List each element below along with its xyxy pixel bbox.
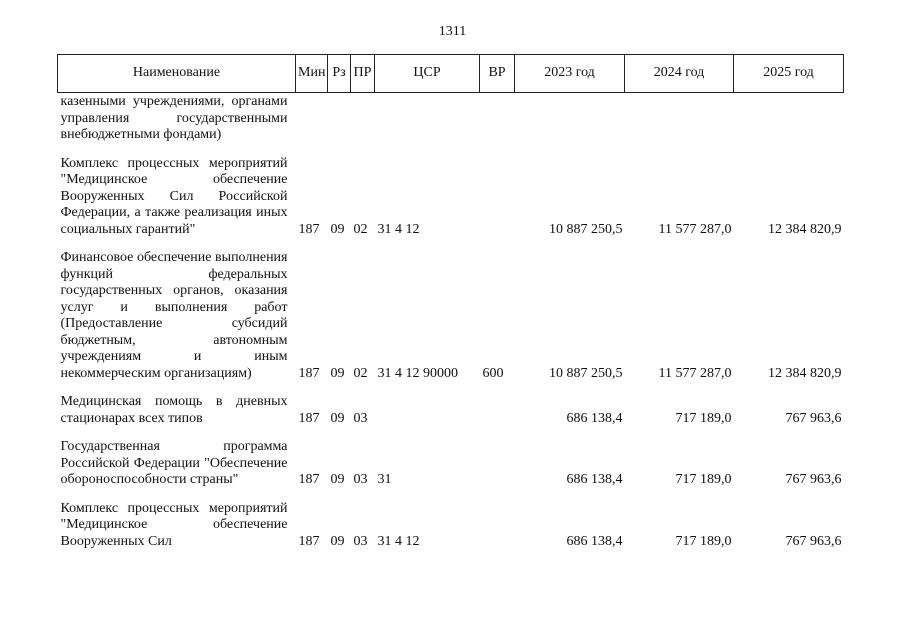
cell-vr xyxy=(480,439,515,501)
cell-pr xyxy=(351,93,375,156)
header-pr: ПР xyxy=(351,55,375,93)
table-row xyxy=(58,394,844,439)
header-2023: 2023 год xyxy=(515,55,625,93)
cell-2024: 717 189,0 xyxy=(675,410,732,426)
cell-rz: 09 xyxy=(330,365,345,381)
cell-csr: 31 4 12 xyxy=(377,221,420,237)
cell-vr xyxy=(480,93,515,156)
cell-rz: 09 xyxy=(330,472,345,487)
cell-2023: 686 138,4 xyxy=(566,533,623,549)
header-min: Мин xyxy=(296,55,328,93)
cell-rz xyxy=(328,93,351,156)
cell-2025: 767 963,6 xyxy=(785,472,842,487)
header-name: Наименование xyxy=(58,55,296,93)
header-vr: ВР xyxy=(480,55,515,93)
cell-min: 187 xyxy=(298,365,320,381)
table-row xyxy=(58,93,844,156)
cell-min xyxy=(296,93,328,156)
cell-csr: 31 4 12 xyxy=(377,533,420,549)
table-row xyxy=(58,501,844,551)
header-2025: 2025 год xyxy=(734,55,844,93)
cell-pr: 03 xyxy=(353,472,368,487)
cell-vr xyxy=(480,394,515,439)
cell-2025: 12 384 820,9 xyxy=(768,221,842,237)
budget-table xyxy=(57,54,844,550)
cell-pr: 03 xyxy=(353,533,368,549)
cell-name: казенными учреждениями, органами управления государственными внебюджетными фондами) xyxy=(60,94,288,142)
table-row xyxy=(58,156,844,251)
cell-name: Государственная программа Российской Федерации "Обеспечение обороноспособности страны" xyxy=(60,439,288,487)
cell-min: 187 xyxy=(298,221,320,237)
cell-2025: 767 963,6 xyxy=(785,533,842,549)
cell-vr xyxy=(480,501,515,551)
cell-2025 xyxy=(734,93,844,156)
cell-2024: 11 577 287,0 xyxy=(658,365,732,381)
header-csr: ЦСР xyxy=(375,55,480,93)
cell-2023: 10 887 250,5 xyxy=(549,365,623,381)
cell-csr: 31 xyxy=(377,472,392,487)
cell-min: 187 xyxy=(298,472,320,487)
cell-rz: 09 xyxy=(330,221,345,237)
cell-min: 187 xyxy=(298,533,320,549)
table-row xyxy=(58,439,844,501)
cell-min: 187 xyxy=(298,410,320,426)
cell-2025: 767 963,6 xyxy=(785,410,842,426)
cell-name: Комплекс процессных мероприятий "Медицинское обеспечение Вооруженных Сил xyxy=(60,500,288,549)
cell-pr: 02 xyxy=(353,365,368,381)
page-number: 1311 xyxy=(438,24,467,39)
header-2024: 2024 год xyxy=(625,55,734,93)
cell-2023 xyxy=(515,93,625,156)
cell-rz: 09 xyxy=(330,533,345,549)
cell-2024: 11 577 287,0 xyxy=(658,221,732,237)
header-rz: Рз xyxy=(328,55,351,93)
cell-2024 xyxy=(625,93,734,156)
cell-vr: 600 xyxy=(482,365,504,381)
cell-name: Комплекс процессных мероприятий "Медицинское обеспечение Вооруженных Сил Российской Федерации, а также реализация иных социальных гарантий" xyxy=(60,155,288,237)
table-body xyxy=(58,93,844,551)
cell-2023: 686 138,4 xyxy=(566,410,623,426)
table-header xyxy=(58,55,844,93)
cell-csr xyxy=(375,93,480,156)
cell-2023: 10 887 250,5 xyxy=(549,221,623,237)
cell-pr: 03 xyxy=(353,410,368,426)
cell-2023: 686 138,4 xyxy=(566,472,623,487)
cell-csr: 31 4 12 90000 xyxy=(377,365,458,381)
cell-name: Медицинская помощь в дневных стационарах всех типов xyxy=(60,394,288,426)
table-row xyxy=(58,250,844,394)
cell-csr xyxy=(375,394,480,439)
cell-pr: 02 xyxy=(353,221,368,237)
cell-2024: 717 189,0 xyxy=(675,472,732,487)
cell-name: Финансовое обеспечение выполнения функций федеральных государственных органов, оказания услуг и выполнения работ (Предоставление субсидий бюджетным, автономным учреждениям и иным некоммерческим организациям) xyxy=(60,250,288,381)
cell-vr xyxy=(480,156,515,251)
header-row xyxy=(58,55,844,93)
cell-2024: 717 189,0 xyxy=(675,533,732,549)
cell-rz: 09 xyxy=(330,410,345,426)
cell-2025: 12 384 820,9 xyxy=(768,365,842,381)
